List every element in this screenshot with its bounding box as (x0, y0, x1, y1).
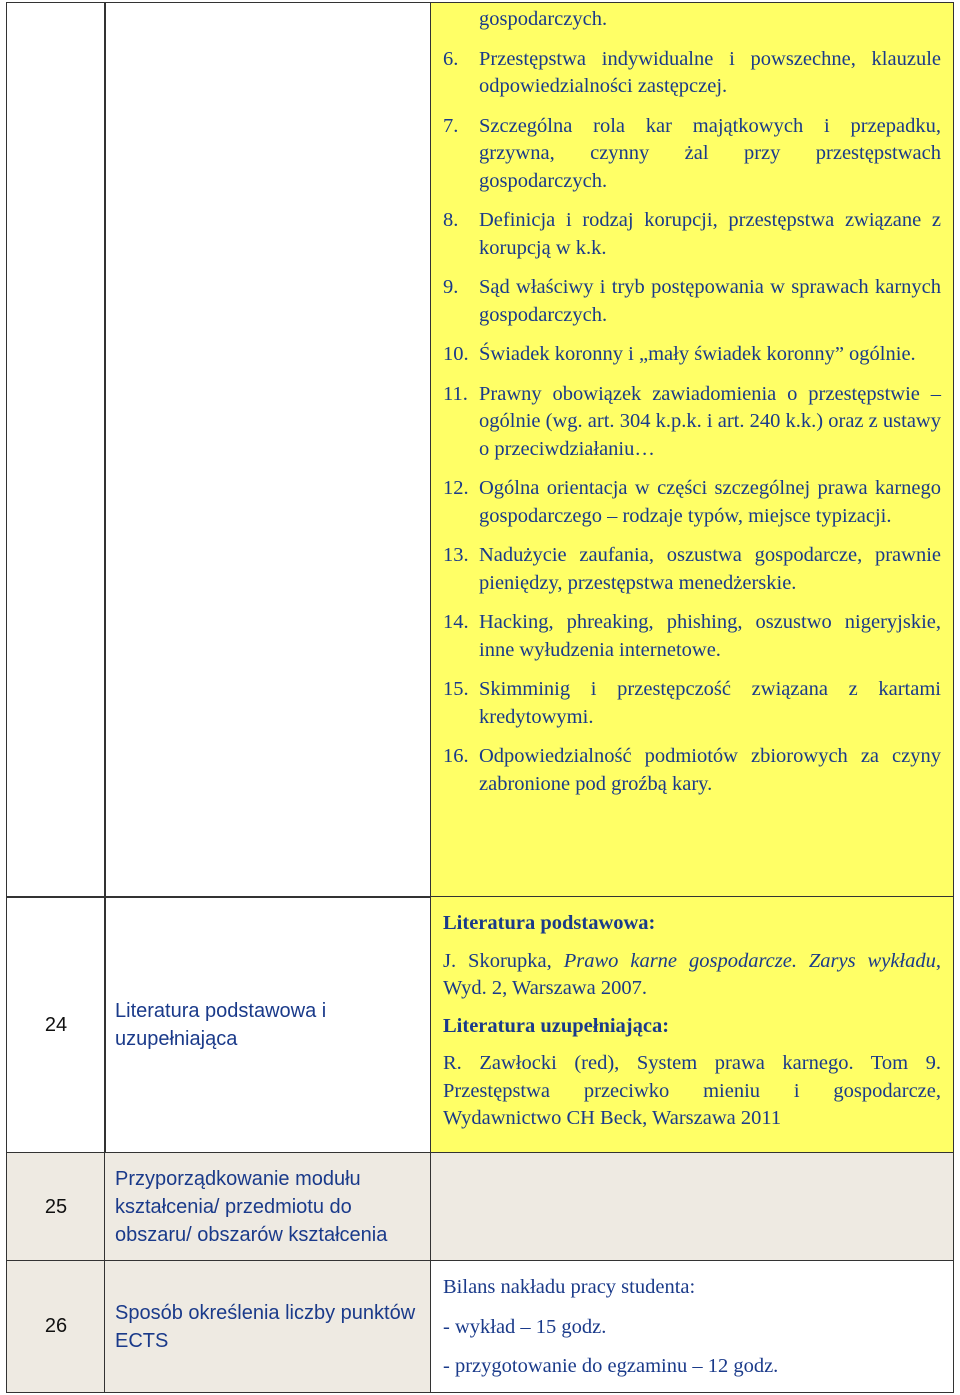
topic-list-item (443, 676, 941, 731)
topic-number: 14. (443, 611, 469, 633)
row-24-content (430, 896, 954, 1154)
topic-text: Przestępstwa indywidualne i powszechne, klauzule odpowiedzialności zastępczej. (479, 47, 941, 97)
row-number-text: 25 (44, 1195, 68, 1218)
topic-list-item (443, 113, 941, 196)
topic-number: 7. (443, 114, 459, 137)
row-25-content (430, 1152, 954, 1262)
row-label-text: Przyporządkowanie modułu kształcenia/ przedmiotu do obszaru/ obszarów kształcenia (115, 1168, 388, 1246)
topic-text: Szczególna rola kar majątkowych i przepadku, grzywna, czynny żal przy przestępstwach gospodarczych. (479, 114, 941, 192)
row-25-number (6, 1152, 106, 1262)
topic-text: Definicja i rodzaj korupcji, przestępstwa związane z korupcją w k.k. (479, 209, 941, 259)
row-24-label (104, 896, 432, 1154)
topic-number: 8. (443, 209, 459, 231)
topic-text: Prawny obowiązek zawiadomienia o przestępstwie – ogólnie (wg. art. 304 k.p.k. i art. 240 k.k.) oraz z ustawy o przeciwdziałaniu… (479, 382, 941, 460)
topic-text: Ogólna orientacja w części szczególnej prawa karnego gospodarczego – rodzaje typów, miejsce typizacji. (479, 477, 941, 527)
basic-literature-entry (443, 948, 941, 1003)
row-number-text: 26 (44, 1315, 68, 1337)
row-26-label (104, 1260, 432, 1393)
supplementary-literature-entry: R. Zawłocki (red), System prawa karnego. Tom 9. Przestępstwa przeciwko mieniu i gospodarcze, Wydawnictwo CH Beck, Warszawa 2011 (443, 1052, 941, 1129)
topic-list-item (443, 6, 941, 34)
basic-literature-details: , Wyd. 2, Warszawa 2007. (443, 949, 942, 999)
topic-number: 9. (443, 276, 459, 298)
topic-text: Hacking, phreaking, phishing, oszustwo nigeryjskie, inne wyłudzenia internetowe. (479, 611, 941, 661)
row-number-text: 24 (44, 1013, 68, 1036)
topic-text: Sąd właściwy i tryb postępowania w sprawach karnych gospodarczych. (479, 276, 941, 326)
basic-literature-author: J. Skorupka, (443, 949, 552, 972)
topic-text: gospodarczych. (479, 8, 608, 30)
ects-exam-prep-hours: - przygotowanie do egzaminu – 12 godz. (443, 1355, 779, 1377)
topic-list-item (443, 609, 941, 664)
basic-literature-heading: Literatura podstawowa: (443, 912, 656, 934)
topic-list-item (443, 743, 941, 798)
topic-number: 10. (443, 343, 469, 365)
supplementary-literature-heading: Literatura uzupełniająca: (443, 1014, 670, 1037)
ects-balance-heading: Bilans nakładu pracy studenta: (443, 1276, 696, 1298)
topic-list-item (443, 542, 941, 597)
row-26-number (6, 1260, 106, 1393)
row-program-content-cell (430, 2, 954, 898)
row-label-text: Literatura podstawowa i uzupełniająca (115, 1000, 327, 1050)
row-program-label-cell (104, 2, 432, 898)
topic-number: 13. (443, 544, 469, 566)
topic-number: 15. (443, 678, 469, 700)
topic-text: Świadek koronny i „mały świadek koronny” ogólnie. (479, 343, 916, 365)
topic-number: 12. (443, 477, 469, 499)
topic-text: Odpowiedzialność podmiotów zbiorowych za czyny zabronione pod groźbą kary. (479, 745, 941, 795)
topic-list-item (443, 46, 941, 101)
topic-text: Skimminig i przestępczość związana z kartami kredytowymi. (479, 678, 941, 728)
row-label-text: Sposób określenia liczby punktów ECTS (115, 1301, 416, 1352)
topic-list-item (443, 274, 941, 329)
row-26-content (430, 1260, 954, 1393)
ects-lecture-hours: - wykład – 15 godz. (443, 1315, 607, 1338)
topic-number: 16. (443, 745, 469, 767)
topic-number: 6. (443, 47, 459, 70)
program-topic-list (443, 6, 941, 798)
topic-list-item (443, 381, 941, 464)
topic-number: 11. (443, 382, 468, 405)
row-24-number (6, 896, 106, 1154)
row-25-label (104, 1152, 432, 1262)
basic-literature-title: Prawo karne gospodarcze. Zarys wykładu (563, 949, 936, 972)
topic-text: Nadużycie zaufania, oszustwa gospodarcze, prawnie pieniędzy, przestępstwa menedżerskie. (479, 544, 941, 594)
topic-list-item (443, 475, 941, 530)
row-program-number-cell (6, 2, 106, 898)
topic-list-item (443, 207, 941, 262)
topic-list-item (443, 341, 941, 369)
